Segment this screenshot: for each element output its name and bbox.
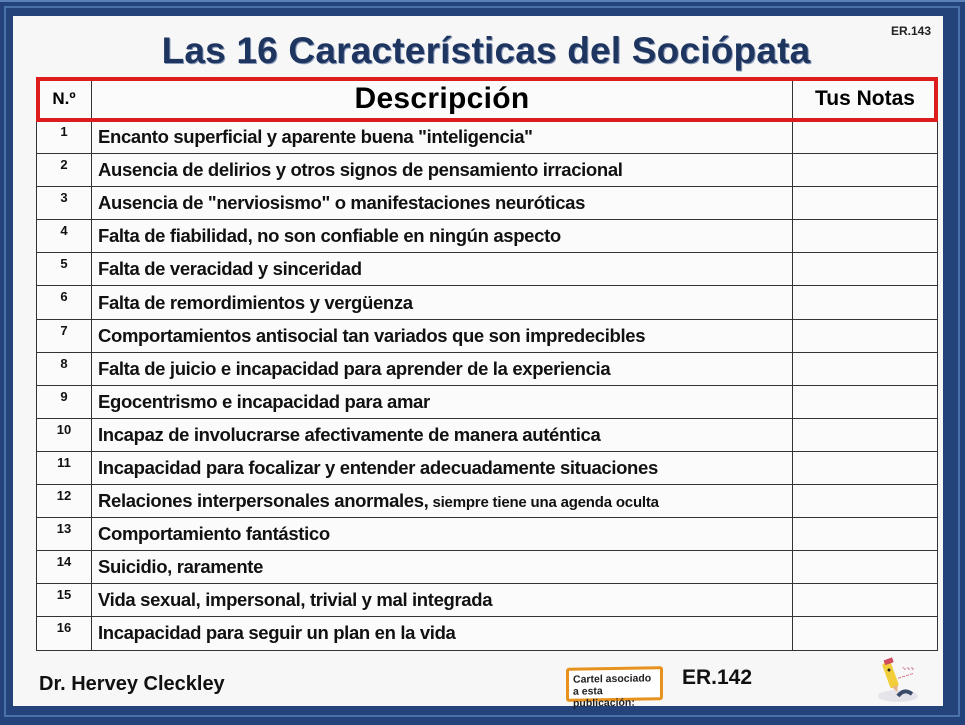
table-row — [37, 187, 938, 220]
row-number: 8 — [37, 352, 92, 385]
poster-title: Las 16 Características del Sociópata — [161, 30, 811, 71]
table-row — [37, 253, 938, 286]
row-notes-cell[interactable] — [793, 617, 938, 650]
row-number: 11 — [37, 451, 92, 484]
row-notes-cell[interactable] — [793, 518, 938, 551]
row-notes-cell[interactable] — [793, 485, 938, 518]
related-poster-label — [566, 666, 663, 710]
row-notes-cell[interactable] — [793, 451, 938, 484]
row-notes-cell[interactable] — [793, 385, 938, 418]
row-description-text: Incapaz de involucrarse afectivamente de manera auténtica — [98, 423, 601, 445]
row-description-text: Falta de juicio e incapacidad para aprender de la experiencia — [98, 357, 611, 379]
svg-text:∿∿∿: ∿∿∿ — [902, 666, 915, 672]
row-number: 16 — [37, 617, 92, 650]
row-description — [92, 584, 793, 617]
svg-text:~~~~: ~~~~ — [896, 671, 915, 682]
table-row — [37, 617, 938, 650]
table-row — [37, 485, 938, 518]
row-number: 6 — [37, 286, 92, 319]
table-row — [37, 518, 938, 551]
table-row — [37, 551, 938, 584]
row-description — [92, 154, 793, 187]
column-header-number: N.º — [37, 78, 92, 121]
table-row — [37, 154, 938, 187]
row-description-text: Vida sexual, impersonal, trivial y mal integrada — [98, 589, 493, 611]
row-number: 7 — [37, 319, 92, 352]
row-description-text: Comportamientos antisocial tan variados que son impredecibles — [98, 324, 646, 346]
row-notes-cell[interactable] — [793, 220, 938, 253]
table-row — [37, 352, 938, 385]
poster-sheet — [13, 16, 943, 710]
row-number: 15 — [37, 584, 92, 617]
table-row — [37, 385, 938, 418]
row-description — [92, 617, 793, 650]
row-description — [92, 451, 793, 484]
row-description — [92, 220, 793, 253]
table-row — [37, 451, 938, 484]
column-header-description: Descripción — [92, 78, 793, 121]
row-description — [92, 385, 793, 418]
row-description-text: Falta de veracidad y sinceridad — [98, 258, 362, 280]
row-notes-cell[interactable] — [793, 319, 938, 352]
related-poster-code: ER.142 — [682, 666, 753, 689]
row-notes-cell[interactable] — [793, 187, 938, 220]
table-header-row — [37, 78, 938, 121]
row-description — [92, 418, 793, 451]
table-row — [37, 319, 938, 352]
row-description-text: Incapacidad para seguir un plan en la vida — [98, 622, 456, 644]
row-number: 1 — [37, 121, 92, 154]
row-notes-cell[interactable] — [793, 286, 938, 319]
row-description — [92, 121, 793, 154]
table-row — [37, 121, 938, 154]
table-row — [37, 286, 938, 319]
row-description-text: Comportamiento fantástico — [98, 523, 330, 545]
row-number: 13 — [37, 518, 92, 551]
row-number: 10 — [37, 418, 92, 451]
author-credit: Dr. Hervey Cleckley — [39, 673, 225, 695]
row-notes-cell[interactable] — [793, 121, 938, 154]
row-number: 9 — [37, 385, 92, 418]
row-description-text: Ausencia de "nerviosismo" o manifestaciones neuróticas — [98, 192, 586, 214]
row-description-text: Falta de remordimientos y vergüenza — [98, 291, 413, 313]
row-description — [92, 286, 793, 319]
row-description-text: Suicidio, raramente — [98, 556, 264, 578]
row-description — [92, 518, 793, 551]
related-poster-label-line1: Cartel asociado — [573, 672, 652, 686]
row-description-text: Incapacidad para focalizar y entender adecuadamente situaciones — [98, 456, 658, 478]
row-description — [92, 253, 793, 286]
related-poster-label-line2: a esta publicación: — [573, 685, 635, 710]
row-description — [92, 485, 793, 518]
pencil-mascot-logo-icon — [868, 656, 923, 704]
row-description — [92, 319, 793, 352]
row-description-note: siempre tiene una agenda oculta — [428, 494, 659, 512]
row-description — [92, 551, 793, 584]
table-row — [37, 220, 938, 253]
row-number: 3 — [37, 187, 92, 220]
row-number: 5 — [37, 253, 92, 286]
row-number: 14 — [37, 551, 92, 584]
row-description-text: Egocentrismo e incapacidad para amar — [98, 390, 430, 412]
poster-code: ER.143 — [891, 24, 932, 38]
column-header-notes: Tus Notas — [793, 78, 938, 121]
row-number: 2 — [37, 154, 92, 187]
table-row — [37, 584, 938, 617]
row-notes-cell[interactable] — [793, 253, 938, 286]
row-description-text: Ausencia de delirios y otros signos de pensamiento irracional — [98, 159, 623, 181]
row-number: 12 — [37, 485, 92, 518]
row-notes-cell[interactable] — [793, 154, 938, 187]
row-notes-cell[interactable] — [793, 352, 938, 385]
row-notes-cell[interactable] — [793, 418, 938, 451]
row-notes-cell[interactable] — [793, 551, 938, 584]
characteristics-table — [36, 77, 938, 651]
row-description — [92, 187, 793, 220]
row-number: 4 — [37, 220, 92, 253]
table-row — [37, 418, 938, 451]
row-description — [92, 352, 793, 385]
row-description-text: Falta de fiabilidad, no son confiable en ningún aspecto — [98, 225, 561, 247]
row-notes-cell[interactable] — [793, 584, 938, 617]
row-description-text: Encanto superficial y aparente buena "inteligencia" — [98, 126, 533, 148]
row-description-text: Relaciones interpersonales anormales, — [98, 490, 429, 512]
